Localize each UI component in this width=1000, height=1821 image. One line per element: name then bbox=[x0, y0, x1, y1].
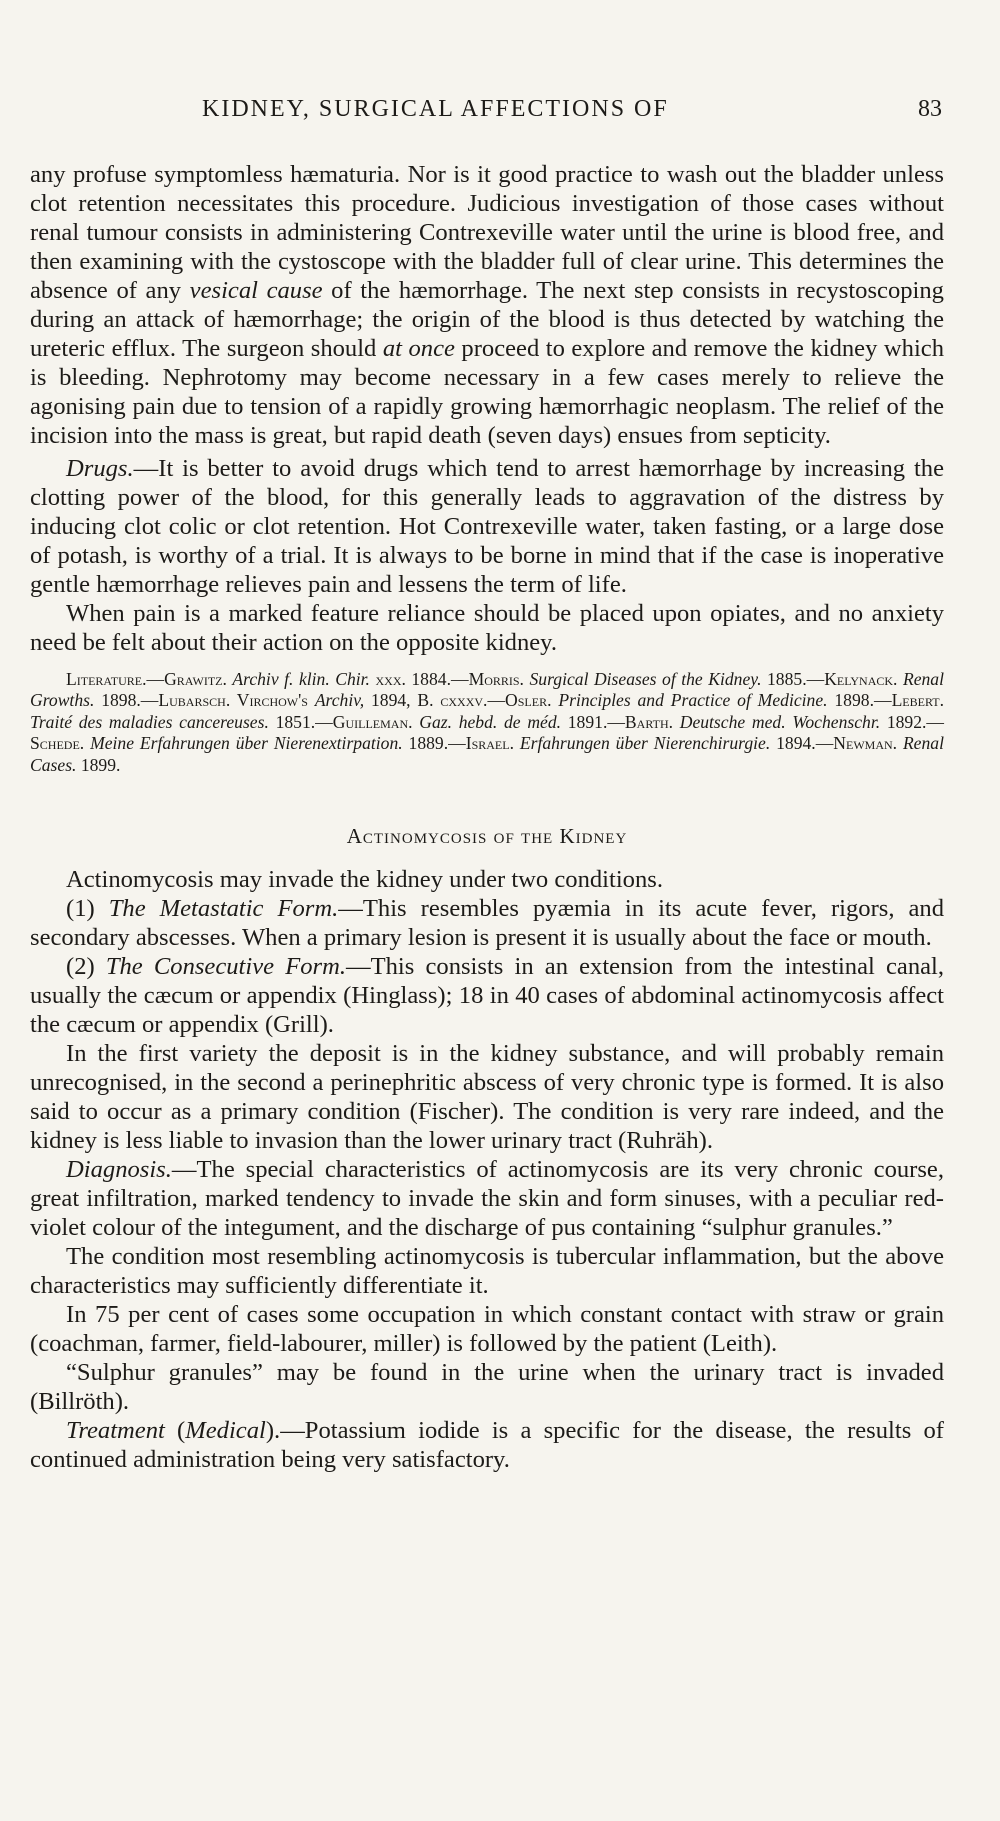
ref-text: 1898.—Lebert. bbox=[827, 690, 944, 711]
italic-run: vesical cause bbox=[189, 277, 323, 304]
text-run: ( bbox=[164, 1417, 186, 1445]
paragraph-diagnosis bbox=[30, 1155, 944, 1242]
text-run: —The special characteristics of actinomycosis are its very chronic course, great infiltration, marked tendency to invade the skin and form sinuses, with a peculiar red-violet colour of the integument, and the discharge of pus containing “sulphur granules.” bbox=[30, 1156, 944, 1242]
ref-text: 1892.—Schede. bbox=[30, 711, 945, 754]
ref-text: 1899. bbox=[76, 754, 121, 775]
subsection-lead: The Metastatic Form. bbox=[108, 895, 339, 923]
paragraph-metastatic-form bbox=[30, 894, 944, 952]
ref-text: 1889.—Israel. bbox=[402, 733, 514, 754]
ref-title: Renal Cases. bbox=[30, 733, 944, 775]
italic-run: Medical bbox=[185, 1417, 266, 1445]
running-header bbox=[30, 96, 944, 140]
paragraph-varieties: In the first variety the deposit is in the kidney substance, and will probably remain unrecognised, in the second a perinephritic abscess of very chronic type is formed. It is also said to occur as a primary condition (Fischer). The condition is very rare indeed, and the kidney is less liable to invasion than the lower urinary tract (Ruhräh). bbox=[30, 1040, 944, 1155]
text-run: ).—Potassium iodide is a specific for the disease, the results of continued administration being very satisfactory. bbox=[30, 1417, 944, 1474]
ref-title: Archiv, bbox=[314, 690, 365, 711]
literature-references bbox=[30, 669, 944, 776]
paragraph-haematuria bbox=[30, 160, 944, 450]
list-number: (2) bbox=[66, 953, 106, 981]
ref-text: 1851.—Guilleman. bbox=[268, 711, 413, 732]
paragraph-sulphur-granules: “Sulphur granules” may be found in the urine when the urinary tract is invaded (Billröth). bbox=[30, 1359, 944, 1416]
text-run: —This resembles pyæmia in its acute fever, rigors, and secondary abscesses. When a primary lesion is present it is usually about the face or mouth. bbox=[30, 895, 945, 952]
paragraph-differential: The condition most resembling actinomycosis is tubercular inflammation, but the above characteristics may sufficiently differentiate it. bbox=[30, 1243, 944, 1300]
text-run: of the hæmorrhage. The next step consists in recystoscoping during an attack of hæmorrhage; the origin of the blood is thus detected by watching the ureteric efflux. The surgeon should bbox=[30, 277, 944, 362]
text-run: any profuse symptomless hæmaturia. Nor is it good practice to wash out the bladder unless clot retention necessitates this procedure. Judicious investigation of those cases without renal tumour consists in administering Contrexeville water until the urine is blood free, and then examining with the cystoscope with the bladder full of clear urine. This determines the absence of any bbox=[30, 161, 944, 304]
ref-text: 1894.—Newman. bbox=[770, 733, 898, 754]
subsection-lead: The Consecutive Form. bbox=[105, 953, 347, 981]
ref-title: Surgical Diseases of the Kidney. bbox=[529, 669, 762, 689]
paragraph-occupation: In 75 per cent of cases some occupation in which constant contact with straw or grain (coachman, farmer, field-labourer, miller) is followed by the patient (Leith). bbox=[30, 1301, 944, 1358]
paragraph-drugs bbox=[30, 454, 944, 599]
paragraph-consecutive-form bbox=[30, 952, 944, 1039]
ref-text: 1885.—Kelynack. bbox=[761, 669, 898, 689]
ref-text: 1891.—Barth. bbox=[561, 711, 674, 732]
subsection-lead: Treatment bbox=[66, 1417, 165, 1445]
paragraph-treatment bbox=[30, 1416, 944, 1474]
running-title: KIDNEY, SURGICAL AFFECTIONS OF bbox=[202, 96, 669, 122]
ref-text: 1894, B. cxxxv.—Osler. bbox=[364, 690, 552, 711]
ref-title: Archiv f. klin. Chir. bbox=[232, 669, 370, 689]
text-run: —This consists in an extension from the intestinal canal, usually the cæcum or appendix (Hinglass); 18 in 40 cases of abdominal actinomycosis affect the cæcum or appendix (Grill). bbox=[30, 953, 945, 1039]
ref-text: 1898.—Lubarsch. Virchow's bbox=[94, 690, 308, 711]
subsection-lead: Drugs. bbox=[66, 455, 134, 482]
ref-title: Gaz. hebd. de méd. bbox=[419, 711, 562, 732]
list-number: (1) bbox=[66, 895, 109, 923]
subsection-lead: Diagnosis. bbox=[66, 1156, 172, 1184]
italic-run: at once bbox=[382, 335, 455, 362]
page-number: 83 bbox=[918, 96, 942, 122]
ref-title: Meine Erfahrungen über Nierenextirpation. bbox=[90, 733, 403, 754]
ref-text: xxx. 1884.—Morris. bbox=[369, 669, 524, 689]
ref-title: Renal Growths. bbox=[30, 669, 944, 711]
ref-title: Erfahrungen über Nierenchirurgie. bbox=[519, 733, 771, 754]
text-run: proceed to explore and remove the kidney which is bleeding. Nephrotomy may become necessary in a few cases merely to relieve the agonising pain due to tension of a rapidly growing hæmorrhagic neoplasm. The relief of the incision into the mass is great, but rapid death (seven days) ensues from septicity. bbox=[30, 335, 944, 449]
ref-title: Principles and Practice of Medicine. bbox=[558, 690, 828, 711]
ref-title: Traité des maladies cancereuses. bbox=[30, 711, 269, 732]
paragraph-opiates: When pain is a marked feature reliance should be placed upon opiates, and no anxiety need be felt about their action on the opposite kidney. bbox=[30, 600, 944, 656]
section-heading: Actinomycosis of the Kidney bbox=[346, 824, 628, 849]
literature-lead: Literature. bbox=[66, 669, 147, 689]
ref-text: —Grawitz. bbox=[146, 669, 227, 689]
text-run: —It is better to avoid drugs which tend to arrest hæmorrhage by increasing the clotting power of the blood, for this generally leads to aggravation of the distress by inducing clot colic or clot retention. Hot Contrexeville water, taken fasting, or a large dose of potash, is worthy of a trial. It is always to be borne in mind that if the case is inoperative gentle hæmorrhage relieves pain and lessens the term of life. bbox=[30, 455, 944, 598]
paragraph-invasion: Actinomycosis may invade the kidney under two conditions. bbox=[66, 866, 663, 894]
ref-title: Deutsche med. Wochenschr. bbox=[679, 711, 881, 732]
